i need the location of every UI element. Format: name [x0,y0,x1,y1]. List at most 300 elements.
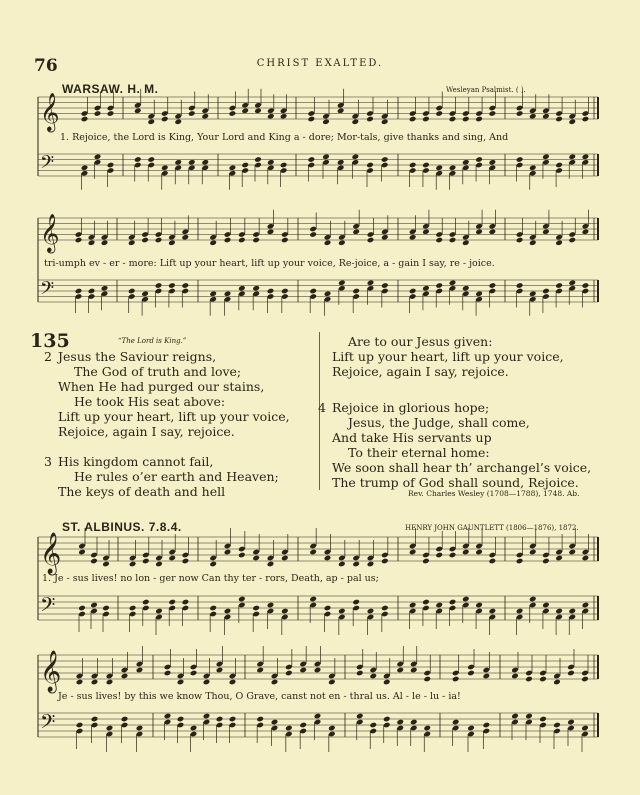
notehead [449,552,457,559]
notehead [539,676,547,683]
notehead [155,608,163,615]
notehead [281,237,289,244]
notehead [449,279,457,286]
notehead [102,605,110,612]
lyrics-warsaw-line2: tri-umph ev - er - more: Lift up your heart, lift up your voice, Re-joice, a - gain I say, re - joice. [44,258,495,269]
notehead [238,237,246,244]
notehead [462,159,470,166]
treble-clef-icon: 𝄞 [40,92,60,131]
notehead [129,605,137,612]
notehead [475,549,483,556]
notehead [568,549,576,556]
notehead [422,162,430,169]
notehead [309,231,317,238]
notehead [224,290,232,297]
notehead [271,679,279,686]
verse-line: Lift up your heart, lift up your voice, [58,409,290,424]
notehead [337,107,345,114]
lyrics-albinus-line1: 1. Je - sus lives! no lon - ger now Can thy ter - rors, Death, ap - pal us; [42,573,379,584]
notehead [254,107,262,114]
notehead [542,153,550,160]
notehead [409,234,417,241]
notehead [182,599,190,606]
notehead [229,679,237,686]
notehead [383,679,391,686]
notehead [78,605,86,612]
notehead [422,558,430,565]
notehead [174,159,182,166]
notehead [81,116,89,123]
notehead [511,673,519,680]
notehead [155,237,163,244]
notehead [475,290,483,297]
notehead [516,156,524,163]
notehead [553,722,561,729]
notehead [475,116,483,123]
notehead [182,558,190,565]
notehead [582,602,590,609]
notehead [271,719,279,726]
notehead [529,290,537,297]
notehead [338,561,346,568]
notehead [285,670,293,677]
notehead [435,164,443,171]
notehead [101,285,109,292]
notehead [567,719,575,726]
notehead [91,716,99,723]
notehead [381,234,389,241]
notehead [423,725,431,732]
notehead [136,667,144,674]
notehead [141,290,149,297]
notehead [568,153,576,160]
tune-name-st-albinus: ST. ALBINUS. 7.8.4. [62,520,182,534]
notehead [142,599,150,606]
notehead [75,288,83,295]
notehead [422,228,430,235]
notehead [190,670,198,677]
notehead [529,239,537,246]
notehead [409,162,417,169]
notehead [90,602,98,609]
notehead [462,285,470,292]
notehead [107,110,115,117]
notehead [467,725,475,732]
notehead [475,602,483,609]
notehead [409,288,417,295]
notehead [281,608,289,615]
notehead [224,237,232,244]
notehead [324,239,332,246]
notehead [107,162,115,169]
notehead [367,608,375,615]
notehead [516,558,524,565]
notehead [529,596,537,603]
notehead [475,156,483,163]
notehead [324,290,332,297]
verse-2-number: 2 [44,349,52,364]
notehead [254,156,262,163]
notehead [462,549,470,556]
notehead [516,110,524,117]
notehead [381,282,389,289]
notehead [182,282,190,289]
notehead [267,113,275,120]
notehead [381,558,389,565]
notehead [75,237,83,244]
verse-line: Rejoice in glorious hope; [332,400,490,415]
notehead [141,237,149,244]
notehead [324,605,332,612]
notehead [91,679,99,686]
notehead [203,679,211,686]
notehead [516,282,524,289]
notehead [241,107,249,114]
notehead [555,239,563,246]
notehead [88,288,96,295]
verse-3-number: 3 [44,454,52,469]
notehead [435,237,443,244]
notehead [529,164,537,171]
notehead [252,605,260,612]
notehead [161,164,169,171]
notehead [409,602,417,609]
notehead [383,716,391,723]
notehead [581,676,589,683]
notehead [542,602,550,609]
notehead [106,725,114,732]
notehead [489,228,497,235]
notehead [410,719,418,726]
notehead [367,237,375,244]
notehead [281,288,289,295]
notehead [396,719,404,726]
notehead [136,725,144,732]
notehead [435,282,443,289]
verse-line: Jesus the Saviour reigns, [58,349,217,364]
notehead [366,162,374,169]
notehead [280,162,288,169]
notehead [369,673,377,680]
notehead [322,118,330,125]
notehead [422,285,430,292]
notehead [529,549,537,556]
notehead [449,237,457,244]
notehead [542,113,550,120]
notehead [462,596,470,603]
notehead [229,110,237,117]
notehead [309,549,317,556]
notehead [267,159,275,166]
notehead [568,608,576,615]
notehead [299,667,307,674]
notehead [190,725,198,732]
notehead [147,156,155,163]
notehead [328,725,336,732]
notehead [161,116,169,123]
notehead [542,558,550,565]
notehead [396,667,404,674]
notehead [188,110,196,117]
notehead [106,679,114,686]
tune-source-warsaw: Wesleyan Psalmist. ( ). [446,86,526,94]
notehead [238,596,246,603]
notehead [366,116,374,123]
bass-clef-icon: 𝄢 [40,710,56,738]
notehead [164,713,172,720]
notehead [555,282,563,289]
notehead [280,113,288,120]
notehead [147,118,155,125]
notehead [338,279,346,286]
verse-line: To their eternal home: [348,445,490,460]
notehead [281,555,289,562]
notehead [462,116,470,123]
notehead [324,555,332,562]
notehead [102,561,110,568]
notehead [423,676,431,683]
notehead [94,110,102,117]
notehead [164,670,172,677]
notehead [409,549,417,556]
notehead [555,555,563,562]
notehead [352,153,360,160]
notehead [241,162,249,169]
notehead [338,239,346,246]
verse-line: And take His servants up [332,430,492,445]
notehead [78,549,86,556]
notehead [356,713,364,720]
notehead [516,237,524,244]
hymn-number: 135 [30,330,70,352]
notehead [128,239,136,246]
notehead [168,282,176,289]
notehead [475,228,483,235]
notehead [314,713,322,720]
notehead [410,667,418,674]
notehead [76,722,84,729]
notehead [489,282,497,289]
treble-clef-icon: 𝄞 [40,213,60,252]
notehead [489,159,497,166]
notehead [308,156,316,163]
notehead [409,116,417,123]
notehead [555,162,563,169]
notehead [489,608,497,615]
lyrics-albinus-line2: Je - sus lives! by this we know Thou, O Grave, canst not en - thral us. Al - le - lu - ia! [58,691,461,702]
notehead [542,288,550,295]
notehead [252,555,260,562]
notehead [267,561,275,568]
notehead [369,722,377,729]
notehead [256,716,264,723]
notehead [177,716,185,723]
notehead [568,279,576,286]
notehead [367,561,375,568]
notehead [174,118,182,125]
notehead [322,153,330,160]
bass-clef-icon: 𝄢 [40,278,55,304]
notehead [209,605,217,612]
notehead [252,237,260,244]
notehead [201,113,209,120]
notehead [516,608,524,615]
notehead [76,679,84,686]
notehead [209,239,217,246]
notehead [435,552,443,559]
notehead [352,228,360,235]
notehead [209,561,217,568]
notehead [267,228,275,235]
page-number: 76 [34,56,58,76]
notehead [449,164,457,171]
notehead [381,118,389,125]
verse-line: Lift up your heart, lift up your voice, [332,349,564,364]
notehead [177,679,185,686]
notehead [525,676,533,683]
hymn-subtitle: “The Lord is King.” [118,337,187,345]
notehead [539,716,547,723]
notehead [337,159,345,166]
notehead [188,159,196,166]
verse-line: His kingdom cannot fail, [58,454,214,469]
notehead [238,552,246,559]
lyrics-warsaw-line1: 1. Rejoice, the Lord is King, Your Lord and King a - dore; Mor-tals, give thanks and sing, And [60,132,509,143]
tune-name-warsaw: WARSAW. H. M. [62,82,159,96]
notehead [483,722,491,729]
notehead [555,116,563,123]
verse-line: We soon shall hear th’ archangel’s voice, [332,460,592,475]
notehead [238,285,246,292]
notehead [94,153,102,160]
notehead [542,228,550,235]
notehead [582,282,590,289]
notehead [483,673,491,680]
notehead [134,107,142,114]
verse-line: Rejoice, again I say, rejoice. [332,364,509,379]
notehead [90,558,98,565]
notehead [101,239,109,246]
notehead [256,667,264,674]
notehead [182,234,190,241]
notehead [121,716,129,723]
notehead [203,713,211,720]
notehead [229,716,237,723]
notehead [356,670,364,677]
notehead [224,549,232,556]
notehead [88,239,96,246]
notehead [582,153,590,160]
notehead [529,113,537,120]
notehead [216,716,224,723]
bass-clef-icon: 𝄢 [40,593,56,621]
notehead [435,602,443,609]
notehead [252,285,260,292]
notehead [582,228,590,235]
notehead [381,156,389,163]
notehead [308,116,316,123]
notehead [489,558,497,565]
notehead [224,608,232,615]
notehead [352,118,360,125]
notehead [452,719,460,726]
notehead [582,116,590,123]
verse-line: The God of truth and love; [74,364,242,379]
verse-line: The trump of God shall sound, Rejoice. [332,475,579,490]
verse-line: He rules o’er earth and Heaven; [74,469,279,484]
verse-line: He took His seat above: [74,394,226,409]
verse-line: Rejoice, again I say, rejoice. [58,424,235,439]
notehead [352,288,360,295]
notehead [467,670,475,677]
verse-line: When He had purged our stains, [58,379,265,394]
notehead [352,599,360,606]
notehead [81,164,89,171]
notehead [381,605,389,612]
notehead [168,599,176,606]
notehead [216,667,224,674]
notehead [338,608,346,615]
notehead [568,237,576,244]
notehead [267,288,275,295]
notehead [299,722,307,729]
notehead [328,679,336,686]
notehead [422,599,430,606]
notehead [155,561,163,568]
notehead [201,159,209,166]
notehead [553,679,561,686]
notehead [142,558,150,565]
verse-line: Are to our Jesus given: [348,334,493,349]
running-head: CHRIST EXALTED. [256,58,384,69]
notehead [209,290,217,297]
notehead [314,667,322,674]
notehead [525,713,533,720]
notehead [489,110,497,117]
verse-line: The keys of death and hell [58,484,226,499]
notehead [267,602,275,609]
notehead [309,596,317,603]
notehead [128,288,136,295]
notehead [449,116,457,123]
notehead [168,239,176,246]
notehead [121,673,129,680]
notehead [134,156,142,163]
notehead [581,725,589,732]
notehead [155,282,163,289]
bass-clef-icon: 𝄢 [40,152,55,178]
notehead [229,164,237,171]
treble-clef-icon: 𝄞 [40,533,62,574]
notehead [285,725,293,732]
notehead [422,116,430,123]
hymn-credit: Rev. Charles Wesley (1708—1788), 1748. Ab. [408,489,580,498]
notehead [511,713,519,720]
tune-source-st-albinus: HENRY JOHN GAUNTLETT (1806—1876), 1872. [405,524,579,532]
verse-4-number: 4 [318,400,326,415]
notehead [462,239,470,246]
notehead [367,279,375,286]
notehead [168,555,176,562]
notehead [582,555,590,562]
notehead [568,118,576,125]
notehead [555,608,563,615]
notehead [449,599,457,606]
notehead [309,288,317,295]
notehead [435,110,443,117]
notehead [129,561,137,568]
notehead [567,670,575,677]
